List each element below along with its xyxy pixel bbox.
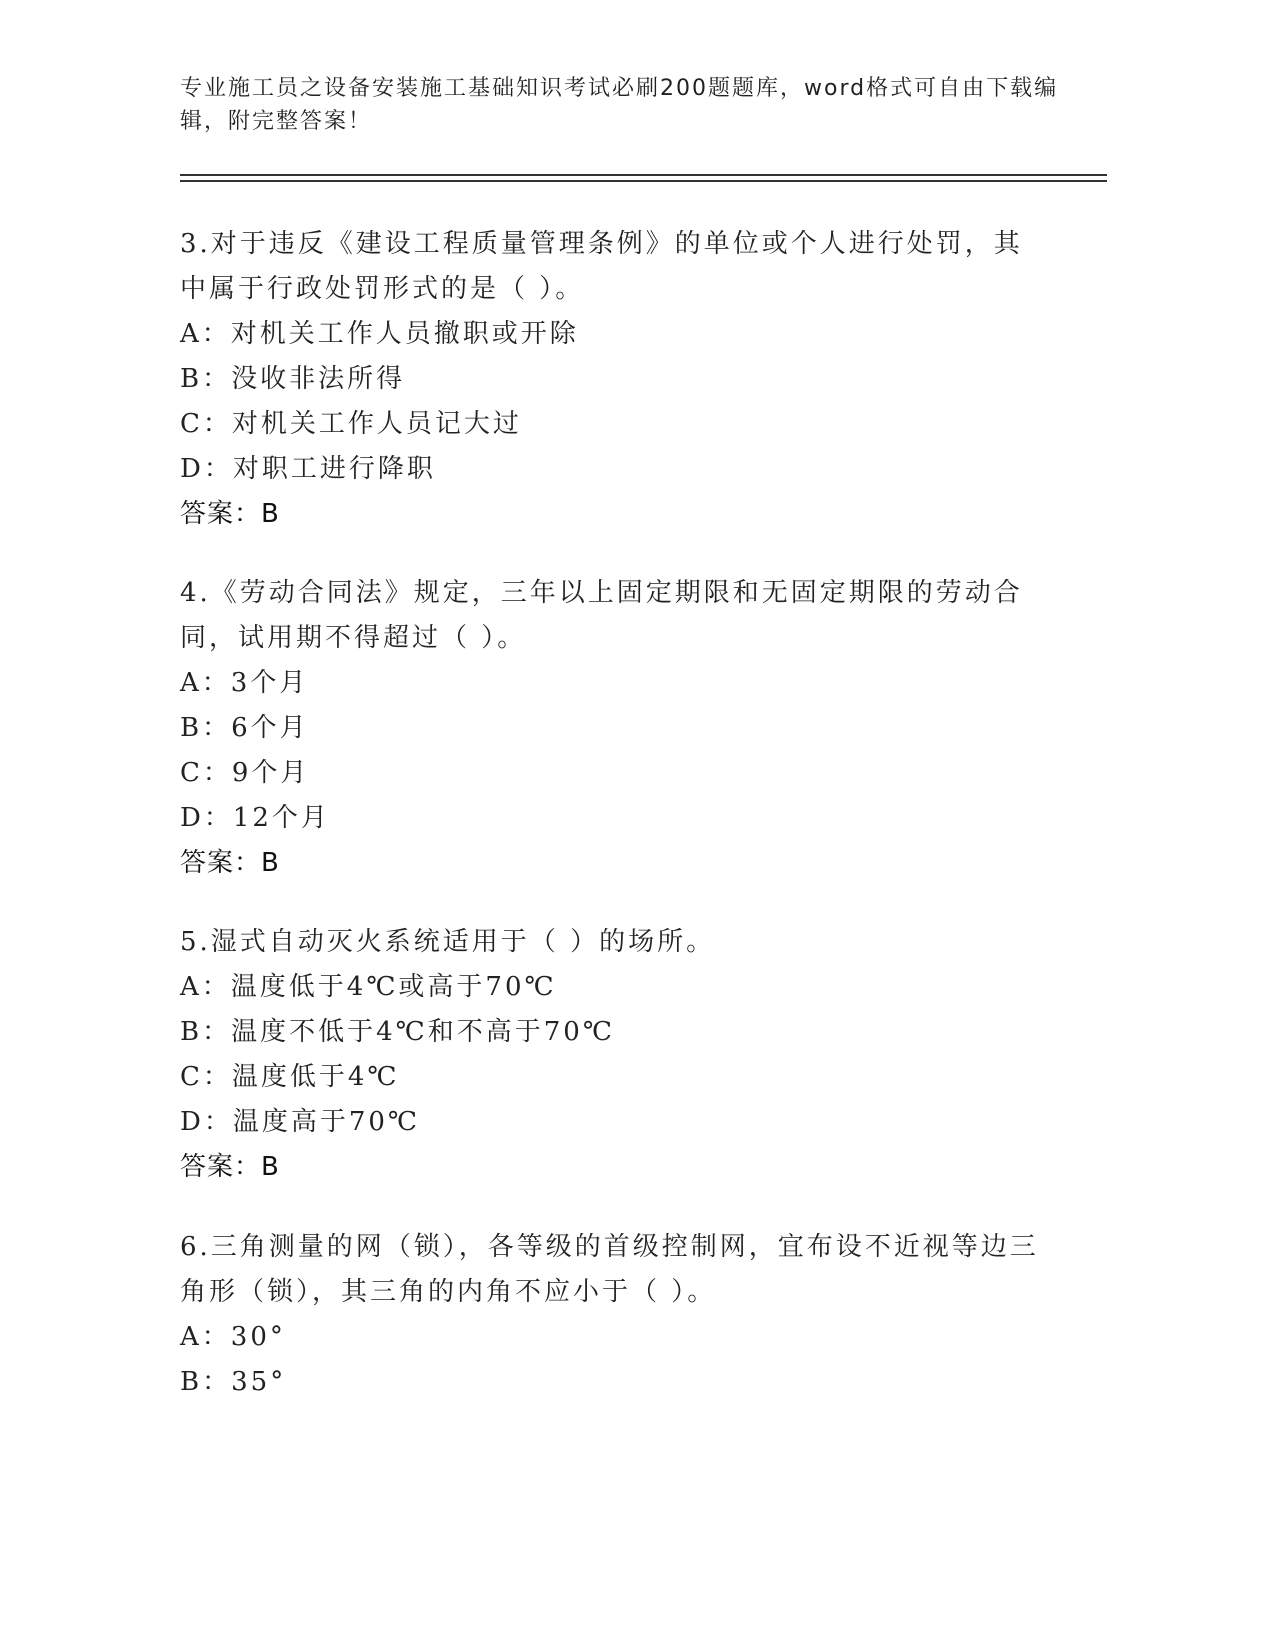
question-block (180, 920, 1040, 1190)
option-b: B：温度不低于4℃和不高于70℃ (180, 1017, 615, 1047)
question-stem: 3.对于违反《建设工程质量管理条例》的单位或个人进行处罚，其中属于行政处罚形式的是（ ）。 (180, 229, 1023, 304)
option-c: C：9个月 (180, 758, 310, 788)
header-divider-bottom (180, 180, 1107, 182)
question-block (180, 222, 1040, 537)
answer-line: 答案：B (180, 499, 280, 529)
option-d: D：对职工进行降职 (180, 454, 436, 484)
option-b: B：6个月 (180, 713, 309, 743)
option-a: A：对机关工作人员撤职或开除 (180, 319, 579, 349)
option-a: A：30° (180, 1322, 286, 1352)
option-a: A：温度低于4℃或高于70℃ (180, 972, 557, 1002)
option-b: B：没收非法所得 (180, 364, 406, 394)
question-stem: 5.湿式自动灭火系统适用于（ ）的场所。 (180, 927, 716, 957)
question-stem: 6.三角测量的网（锁），各等级的首级控制网，宜布设不近视等边三角形（锁），其三角的内角不应小于（ ）。 (180, 1232, 1039, 1307)
option-a: A：3个月 (180, 668, 309, 698)
option-c: C：温度低于4℃ (180, 1062, 400, 1092)
question-block (180, 571, 1040, 886)
option-c: C：对机关工作人员记大过 (180, 409, 522, 439)
question-block (180, 1225, 1040, 1405)
question-stem: 4.《劳动合同法》规定，三年以上固定期限和无固定期限的劳动合同，试用期不得超过（ ）。 (180, 578, 1023, 653)
header-divider-top (180, 174, 1107, 176)
answer-line: 答案：B (180, 1152, 280, 1182)
answer-line: 答案：B (180, 848, 280, 878)
option-d: D：12个月 (180, 803, 330, 833)
option-b: B：35° (180, 1367, 287, 1397)
option-d: D：温度高于70℃ (180, 1107, 421, 1137)
document-header-title: 专业施工员之设备安装施工基础知识考试必刷200题题库，word格式可自由下载编辑，附完整答案！ (180, 76, 1059, 134)
